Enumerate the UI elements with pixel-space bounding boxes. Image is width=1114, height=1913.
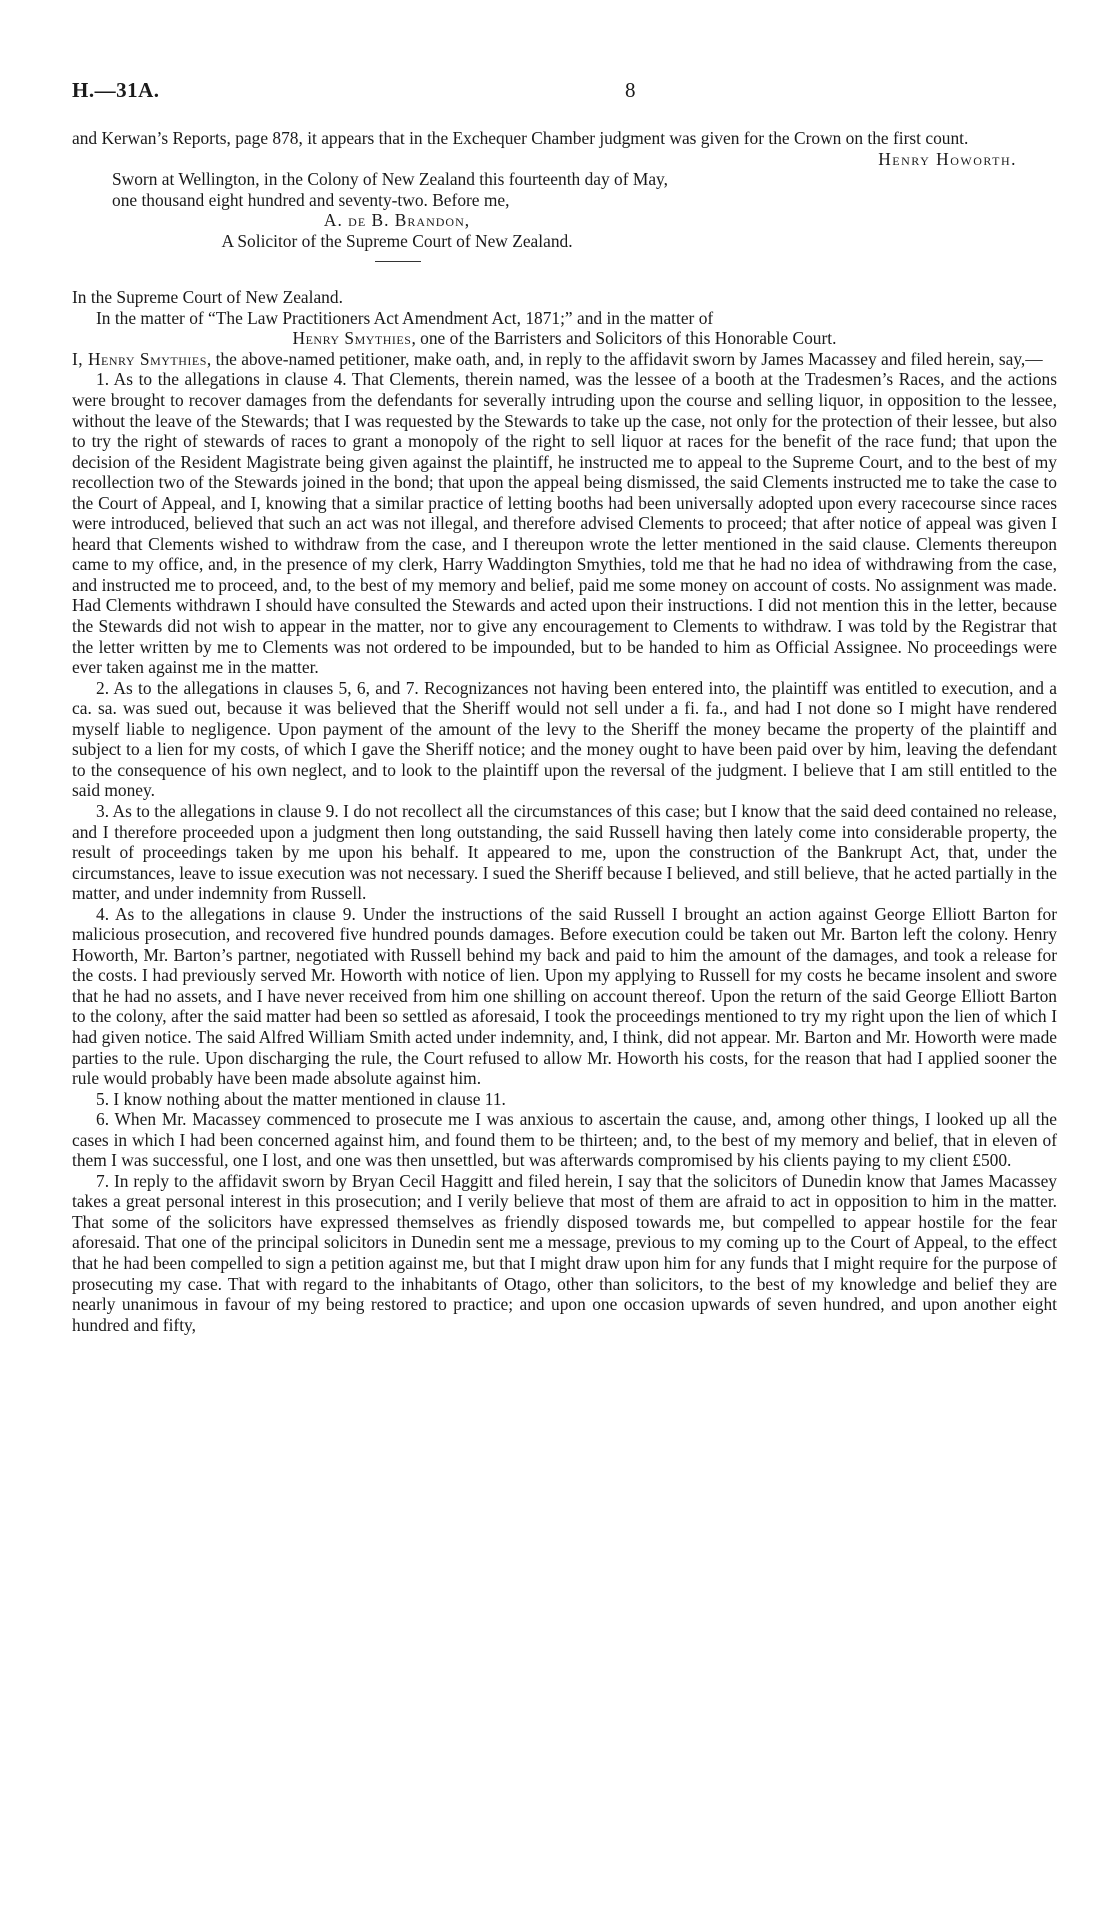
- court-heading: In the Supreme Court of New Zealand.: [72, 287, 343, 308]
- paragraph-7: 7. In reply to the affidavit sworn by Bryan Cecil Haggitt and filed herein, I say that the solicitors of Dunedin know that James Macassey takes a great personal interest in this prosecution; and I verily believe that most of them are afraid to act in opposition to him in the matter. That some of the solicitors have expressed themselves as friendly disposed towards me, but compelled to appear hostile for the fear aforesaid. That one of the principal solicitors in Dunedin sent me a message, previous to my coming up to the Court of Appeal, to the effect that he had been compelled to sign a petition against me, but that I might draw upon him for any funds that I might require for the purpose of prosecuting my case. That with regard to the inhabitants of Otago, other than solicitors, to the best of my knowledge and belief they are nearly unanimous in favour of my being restored to practice; and upon one occasion upwards of seven hundred, and upon another eight hundred and fifty,: [72, 1170, 1057, 1335]
- page-number: 8: [625, 78, 636, 102]
- matter-subject-name: Henry Smythies: [292, 328, 412, 349]
- signature-henry-howorth: Henry Howorth.: [878, 148, 1017, 169]
- spacer: [72, 271, 1057, 287]
- intro-paragraph: and Kerwan’s Reports, page 878, it appears that in the Exchequer Chamber judgment was given for the Crown on the first count.: [72, 128, 969, 148]
- paragraph-5: 5. I know nothing about the matter mentioned in clause 11.: [96, 1088, 506, 1109]
- paragraph-4: 4. As to the allegations in clause 9. Under the instructions of the said Russell I brought an action against George Elliott Barton for malicious prosecution, and recovered five hundred pounds damages. Before execution could be taken out Mr. Barton left the colony. Henry Howorth, Mr. Barton’s partner, negotiated with Russell behind my back and paid to him the amount of the damages, and took a release for the costs. I had previously served Mr. Howorth with notice of lien. Upon my applying to Russell for my costs he became insolent and swore that he had no assets, and I have never received from him one shilling on account thereof. Upon the return of the said George Elliott Barton to the colony, after the said matter had been so settled as aforesaid, I took the proceedings mentioned to try my right upon the lien of which I had given notice. The said Alfred William Smith acted under indemnity, and, I think, did not appear. Mr. Barton and Mr. Howorth were made parties to the rule. Upon discharging the rule, the Court refused to allow Mr. Howorth his costs, for the reason that had I applied sooner the rule would probably have been made absolute against him.: [72, 903, 1057, 1089]
- document-reference: H.—31A.: [72, 78, 160, 102]
- oath-signatory-title: A Solicitor of the Supreme Court of New Zealand.: [221, 230, 573, 251]
- affidavit-deponent: I, Henry Smythies: [72, 348, 207, 369]
- matter-heading: In the matter of “The Law Practitioners Act Amendment Act, 1871;” and in the matter of: [96, 307, 714, 328]
- affidavit-opening: [72, 349, 1057, 370]
- matter-subject: [72, 328, 1057, 349]
- document-body: [72, 128, 1057, 1335]
- page-header: [72, 78, 1062, 108]
- matter-subject-rest: , one of the Barristers and Solicitors of this Honorable Court.: [411, 328, 837, 349]
- paragraph-2: 2. As to the allegations in clauses 5, 6, and 7. Recognizances not having been entered into, the plaintiff was entitled to execution, and a ca. sa. was sued out, because it was believed that the Sheriff would not sell under a fi. fa., and had I not done so I might have rendered myself liable to negligence. Upon payment of the amount of the levy to the Sheriff the money became the property of the plaintiff and subject to a lien for my costs, of which I gave the Sheriff notice; and the money ought to have been paid over by him, leaving the defendant to the consequence of his own neglect, and to look to the plaintiff upon the reversal of the judgment. I believe that I am still entitled to the said money.: [72, 677, 1057, 801]
- oath-signatory: A. de B. Brandon,: [323, 210, 471, 231]
- oath-statement: Sworn at Wellington, in the Colony of New Zealand this fourteenth day of May, one thousand eight hundred and seventy-two. Before me,: [112, 169, 668, 210]
- affidavit-opening-rest: , the above-named petitioner, make oath, and, in reply to the affidavit sworn by James Macassey and filed herein, say,—: [206, 348, 1043, 369]
- section-divider: [72, 251, 722, 271]
- paragraph-6: 6. When Mr. Macassey commenced to prosecute me I was anxious to ascertain the cause, and, among other things, I looked up all the cases in which I had been concerned against him, and found them to be thirteen; and, to the best of my memory and belief, that in eleven of them I was successful, one I lost, and one was then unsettled, but was afterwards compromised by his clients paying to my client £500.: [72, 1109, 1057, 1171]
- paragraph-1: 1. As to the allegations in clause 4. That Clements, therein named, was the lessee of a booth at the Tradesmen’s Races, and the actions were brought to recover damages from the defendants for severally intruding upon the course and selling liquor, in opposition to the lessee, without the leave of the Stewards; that I was requested by the Stewards to take up the case, not only for the protection of their lessee, but also to try the right of stewards of races to grant a monopoly of the right to sell liquor at races for the benefit of the race fund; that upon the decision of the Resident Magistrate being given against the plaintiff, he instructed me to appeal to the Supreme Court, and to the best of my recollection two of the Stewards joined in the bond; that upon the appeal being dismissed, the said Clements instructed me to take the case to the Court of Appeal, and I, knowing that a similar practice of letting booths had been universally adopted upon every racecourse since races were introduced, believed that such an act was not illegal, and therefore advised Clements to proceed; that after notice of appeal was given I heard that Clements wished to withdraw from the case, and I thereupon wrote the letter mentioned in the said clause. Clements thereupon came to my office, and, in the presence of my clerk, Harry Waddington Smythies, told me that he had no idea of withdrawing from the case, and instructed me to proceed, and, to the best of my memory and belief, paid me some money on account of costs. No assignment was made. Had Clements withdrawn I should have consulted the Stewards and acted upon their instructions. I did not mention this in the letter, because the Stewards did not wish to appear in the matter, nor to give any encouragement to Clements to withdraw. I was told by the Registrar that the letter written by me to Clements was not ordered to be impounded, but to be handed to him as Official Assignee. No proceedings were ever taken against me in the matter.: [72, 369, 1057, 678]
- paragraph-3: 3. As to the allegations in clause 9. I do not recollect all the circumstances of this case; but I know that the said deed contained no release, and I therefore proceeded upon a judgment then long outstanding, the said Russell having then lately come into considerable property, the result of proceedings taken by me upon his behalf. It appeared to me, upon the construction of the Bankrupt Act, that, under the circumstances, leave to issue execution was not necessary. I sued the Sheriff because I believed, and still believe, that he acted partially in the matter, and under indemnity from Russell.: [72, 800, 1057, 904]
